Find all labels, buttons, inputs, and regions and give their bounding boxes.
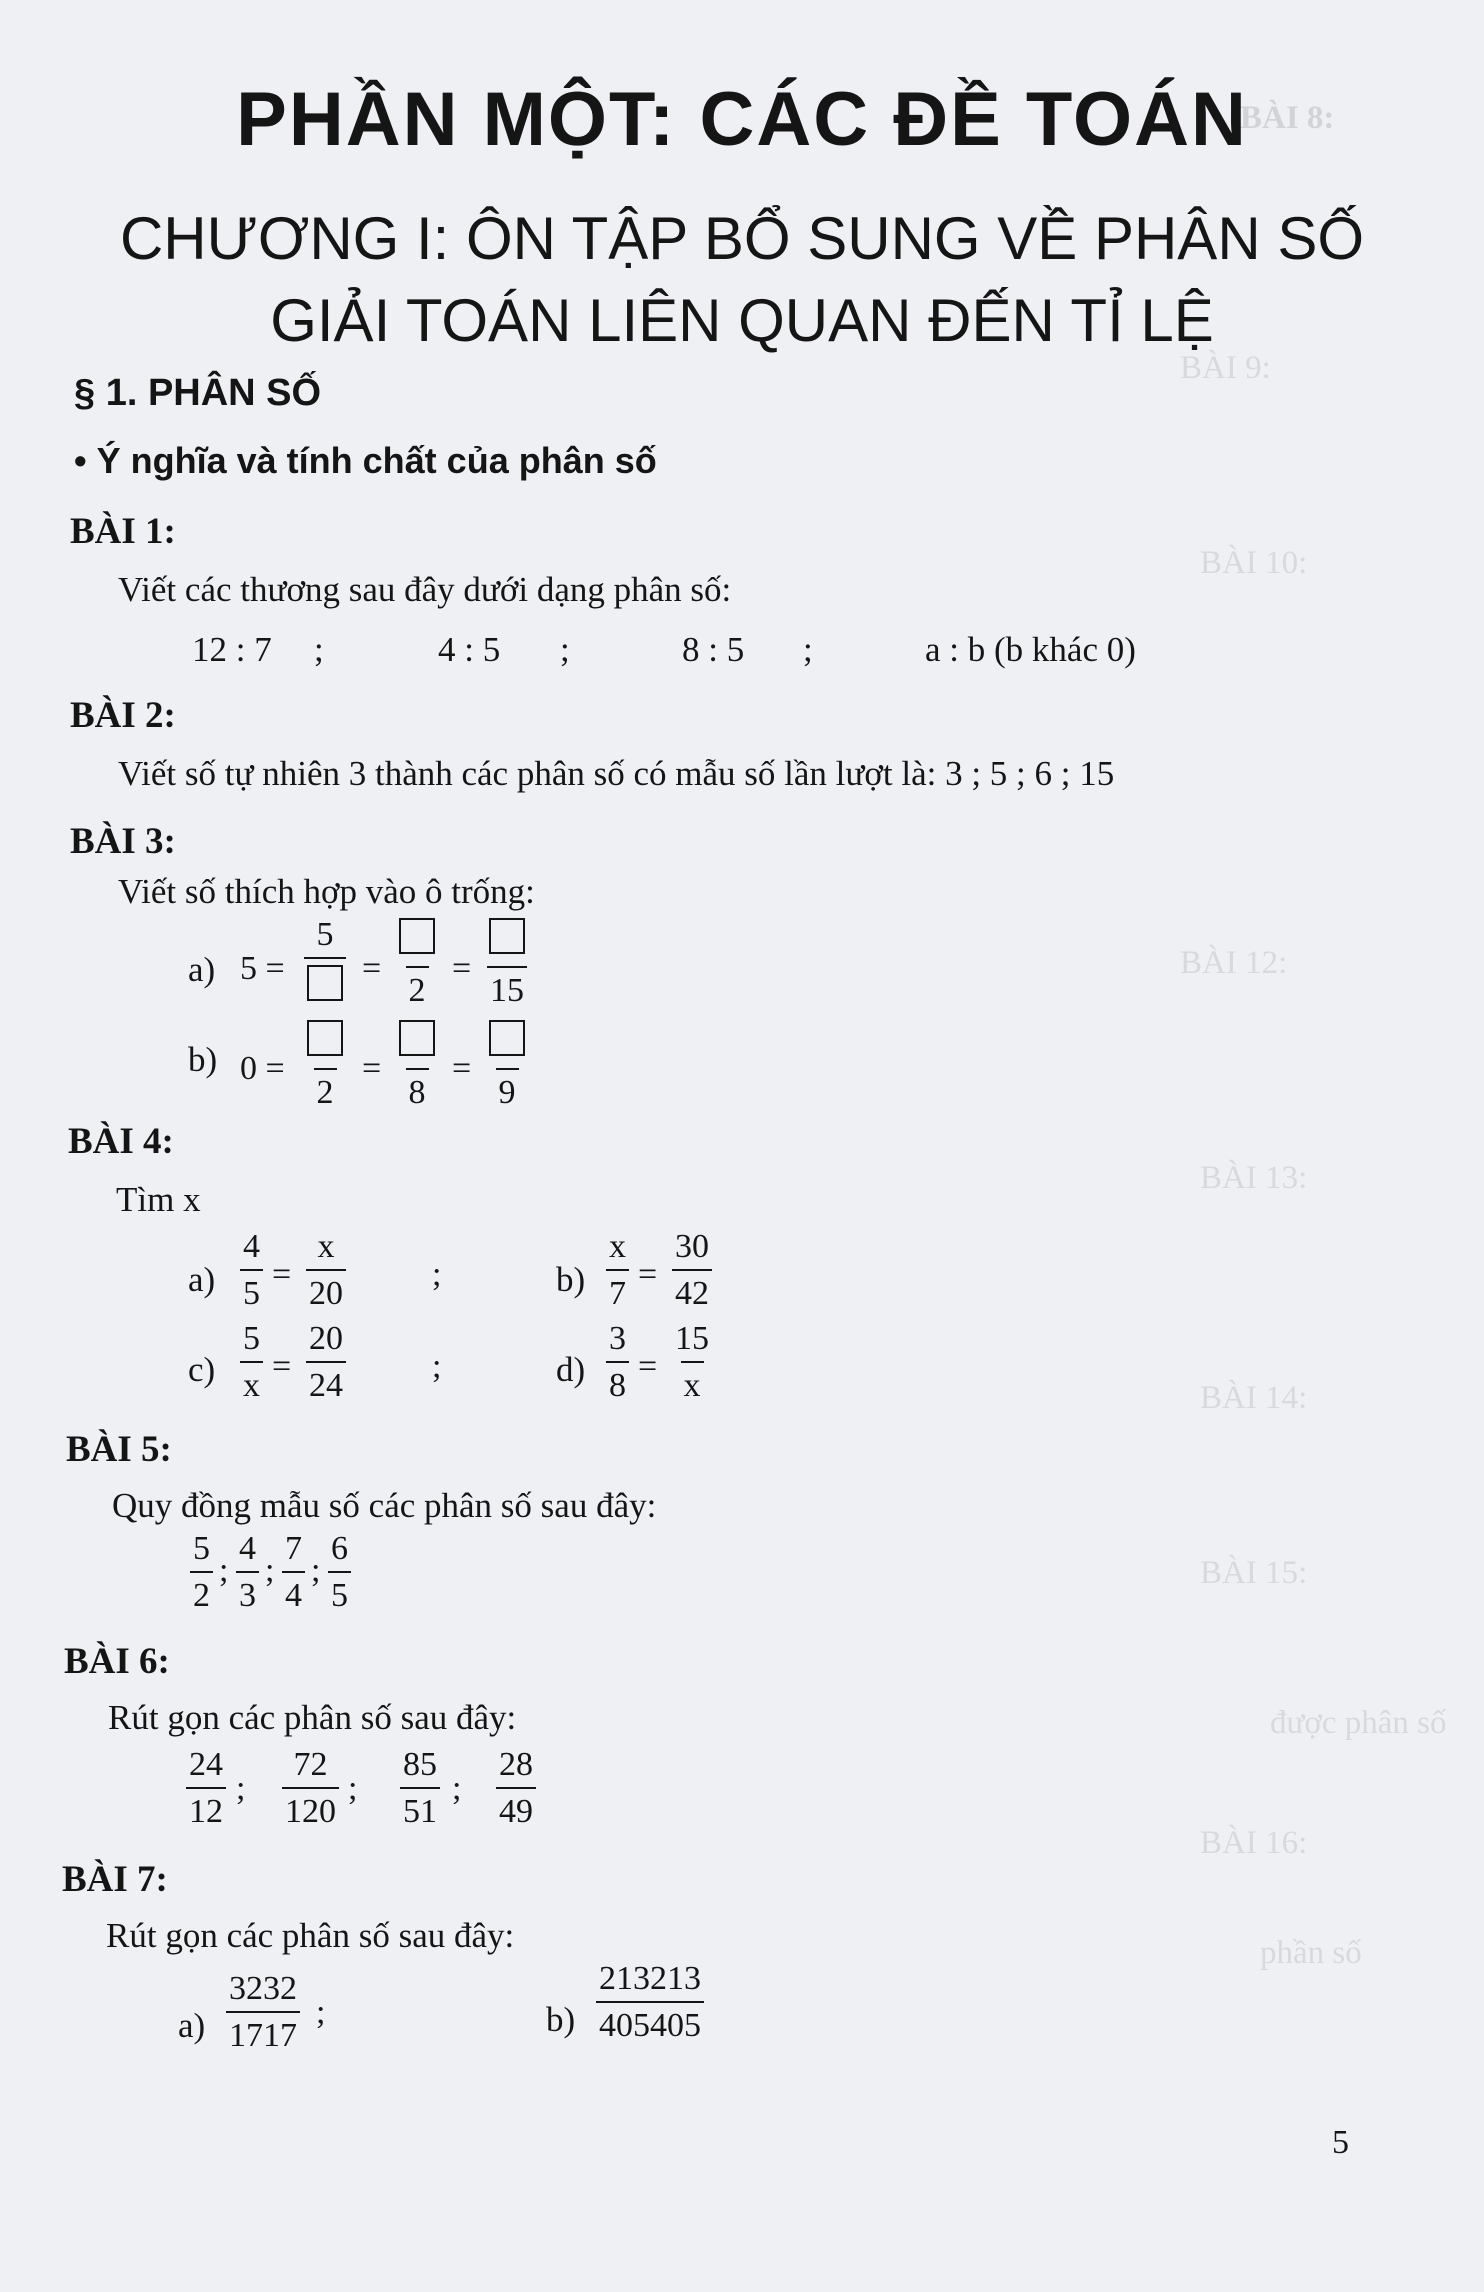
separator: ; <box>219 1552 229 1589</box>
equals-sign: = <box>362 1050 382 1087</box>
blank-box[interactable] <box>399 1020 435 1056</box>
fraction: $\frac{7}{4}$ <box>282 1532 305 1613</box>
fraction: $\frac{4}{3}$ <box>236 1532 259 1613</box>
part-label-b: b) <box>546 2000 576 2039</box>
equals-sign: = <box>452 950 472 987</box>
separator: ; <box>316 1994 326 2031</box>
equals-sign: = <box>452 1050 472 1087</box>
part-label-b: b) <box>556 1260 586 1299</box>
exercise-1-text: Viết các thương sau đây dưới dạng phân số: <box>118 570 732 609</box>
fraction: $\frac{85}{51}$ <box>400 1748 440 1829</box>
separator: ; <box>236 1770 246 1807</box>
equals-sign: = <box>638 1348 658 1385</box>
blank-box[interactable] <box>489 918 525 954</box>
fraction: $\frac{3232}{1717}$ <box>226 1972 300 2053</box>
part-label-a: a) <box>188 1260 216 1299</box>
equals-sign: = <box>272 1348 292 1385</box>
exercise-6-text: Rút gọn các phân số sau đây: <box>108 1698 517 1737</box>
exercise-1-item: 4 : 5 <box>438 630 501 669</box>
exercise-4-heading: BÀI 4: <box>68 1121 174 1162</box>
fraction: $\frac{4}{5}$ <box>240 1230 263 1311</box>
exercise-3-text: Viết số thích hợp vào ô trống: <box>118 872 535 911</box>
fraction: 5 <box>304 918 346 1008</box>
separator: ; <box>560 630 570 669</box>
fraction: $\frac{6}{5}$ <box>328 1532 351 1613</box>
part-label-b: b) <box>188 1040 218 1079</box>
fraction: $\frac{x}{20}$ <box>306 1230 346 1311</box>
fraction: 15 <box>486 918 528 1008</box>
fraction: $\frac{20}{24}$ <box>306 1322 346 1403</box>
part-label-a: a) <box>188 950 216 989</box>
subsection-label: Ý nghĩa và tính chất của phân số <box>96 440 657 481</box>
fraction: $\frac{5}{2}$ <box>190 1532 213 1613</box>
blank-box[interactable] <box>307 965 343 1001</box>
exercise-1-item: 12 : 7 <box>192 630 272 669</box>
expression-lead: 5 = <box>240 950 285 987</box>
fraction: $\frac{72}{120}$ <box>282 1748 339 1829</box>
separator: ; <box>348 1770 358 1807</box>
separator: ; <box>432 1256 442 1293</box>
separator: ; <box>452 1770 462 1807</box>
blank-box[interactable] <box>489 1020 525 1056</box>
equals-sign: = <box>638 1256 658 1293</box>
subsection-heading <box>74 440 657 482</box>
chapter-title-line2: GIẢI TOÁN LIÊN QUAN ĐẾN TỈ LỆ <box>270 287 1214 354</box>
blank-box[interactable] <box>307 1020 343 1056</box>
bullet-icon: • <box>74 440 87 481</box>
separator: ; <box>803 630 813 669</box>
fraction: $\frac{30}{42}$ <box>672 1230 712 1311</box>
exercise-7-heading: BÀI 7: <box>62 1859 168 1900</box>
exercise-6-heading: BÀI 6: <box>64 1641 170 1682</box>
fraction: 2 <box>304 1020 346 1110</box>
section-heading: § 1. PHÂN SỐ <box>74 372 322 414</box>
expression-lead: 0 = <box>240 1050 285 1087</box>
fraction: $\frac{x}{7}$ <box>606 1230 629 1311</box>
blank-box[interactable] <box>399 918 435 954</box>
exercise-5-text: Quy đồng mẫu số các phân số sau đây: <box>112 1486 657 1525</box>
fraction: $\frac{15}{x}$ <box>675 1320 709 1404</box>
part-label-c: c) <box>188 1350 216 1389</box>
exercise-2-text: Viết số tự nhiên 3 thành các phân số có mẫu số lần lượt là: 3 ; 5 ; 6 ; 15 <box>118 754 1115 793</box>
separator: ; <box>432 1348 442 1385</box>
chapter-title-line1: CHƯƠNG I: ÔN TẬP BỔ SUNG VỀ PHÂN SỐ <box>119 205 1365 272</box>
separator: ; <box>265 1552 275 1589</box>
exercise-1-item: 8 : 5 <box>682 630 745 669</box>
fraction: 2 <box>396 918 438 1008</box>
equals-sign: = <box>362 950 382 987</box>
separator: ; <box>314 630 324 669</box>
exercise-1-item: a : b (b khác 0) <box>925 630 1136 669</box>
fraction: 8 <box>396 1020 438 1110</box>
part-label-d: d) <box>556 1350 586 1389</box>
exercise-2-heading: BÀI 2: <box>70 695 176 736</box>
separator: ; <box>311 1552 321 1589</box>
equals-sign: = <box>272 1256 292 1293</box>
fraction: $\frac{5}{x}$ <box>240 1322 263 1403</box>
exercise-7-text: Rút gọn các phân số sau đây: <box>106 1916 515 1955</box>
exercise-3-heading: BÀI 3: <box>70 821 176 862</box>
book-page: BÀI 8: BÀI 9: BÀI 10: BÀI 12: BÀI 13: BÀI 14: BÀI 15: BÀI 16: được phân số phần số PHẦN MỘT: CÁC ĐỀ TOÁN CHƯƠNG I: ÔN TẬP BỔ SUNG VỀ PHÂN SỐ GIẢI TOÁN LIÊN QUAN ĐẾN TỈ LỆ § 1. PHÂN SỐ • Ý nghĩa và tính chất của phân số BÀI 1: Viết các thương sau đây dưới dạng phân số: 12 : 7 ; 4 : 5 ; 8 : 5 ; a : b (b khác 0) BÀI 2: Viết số tự nhiên 3 thành các phân số có mẫu số lần lượt là: 3 ; 5 ; 6 ; 15 BÀI 3: Viết số thích hợp vào ô trống: a) 5 = 5 = 2 = 15 b) 0 = 2 = 8 = 9 BÀI 4: Tìm x a) $\frac{4}{5}$ = $\frac{x}{20}$ ; b) $\frac{x}{7}$ = $\frac{30}{42}$ c) $\frac{5}{x}$ = $\frac{20}{24}$ ; d) $\frac{3}{8}$ = $\frac{15}{x}$ BÀI 5: Quy đồng mẫu số các phân số sau đây: $\frac{5}{2}$ ; $\frac{4}{3}$ ; $\frac{7}{4}$ ; $\frac{6}{5}$ BÀI 6: Rút gọn các phân số sau đây: $\frac{24}{12}$ ; $\frac{72}{120}$ ; $\frac{85}{51}$ ; $\frac{28}{49}$ BÀI 7: Rút gọn các phân số sau đây: a) $\frac{3232}{1717}$ ; b) $\frac{213213}{405405}$ 5 <box>0 0 1484 2292</box>
part-title: PHẦN MỘT: CÁC ĐỀ TOÁN <box>236 77 1248 162</box>
part-label-a: a) <box>178 2006 206 2045</box>
page-number: 5 <box>1332 2124 1349 2161</box>
exercise-1-heading: BÀI 1: <box>70 511 176 552</box>
fraction: $\frac{24}{12}$ <box>186 1748 226 1829</box>
fraction: 9 <box>486 1020 528 1110</box>
exercise-4-text: Tìm x <box>116 1180 201 1219</box>
fraction: $\frac{28}{49}$ <box>496 1748 536 1829</box>
fraction: $\frac{213213}{405405}$ <box>596 1962 704 2043</box>
fraction: $\frac{3}{8}$ <box>606 1322 629 1403</box>
exercise-5-heading: BÀI 5: <box>66 1429 172 1470</box>
